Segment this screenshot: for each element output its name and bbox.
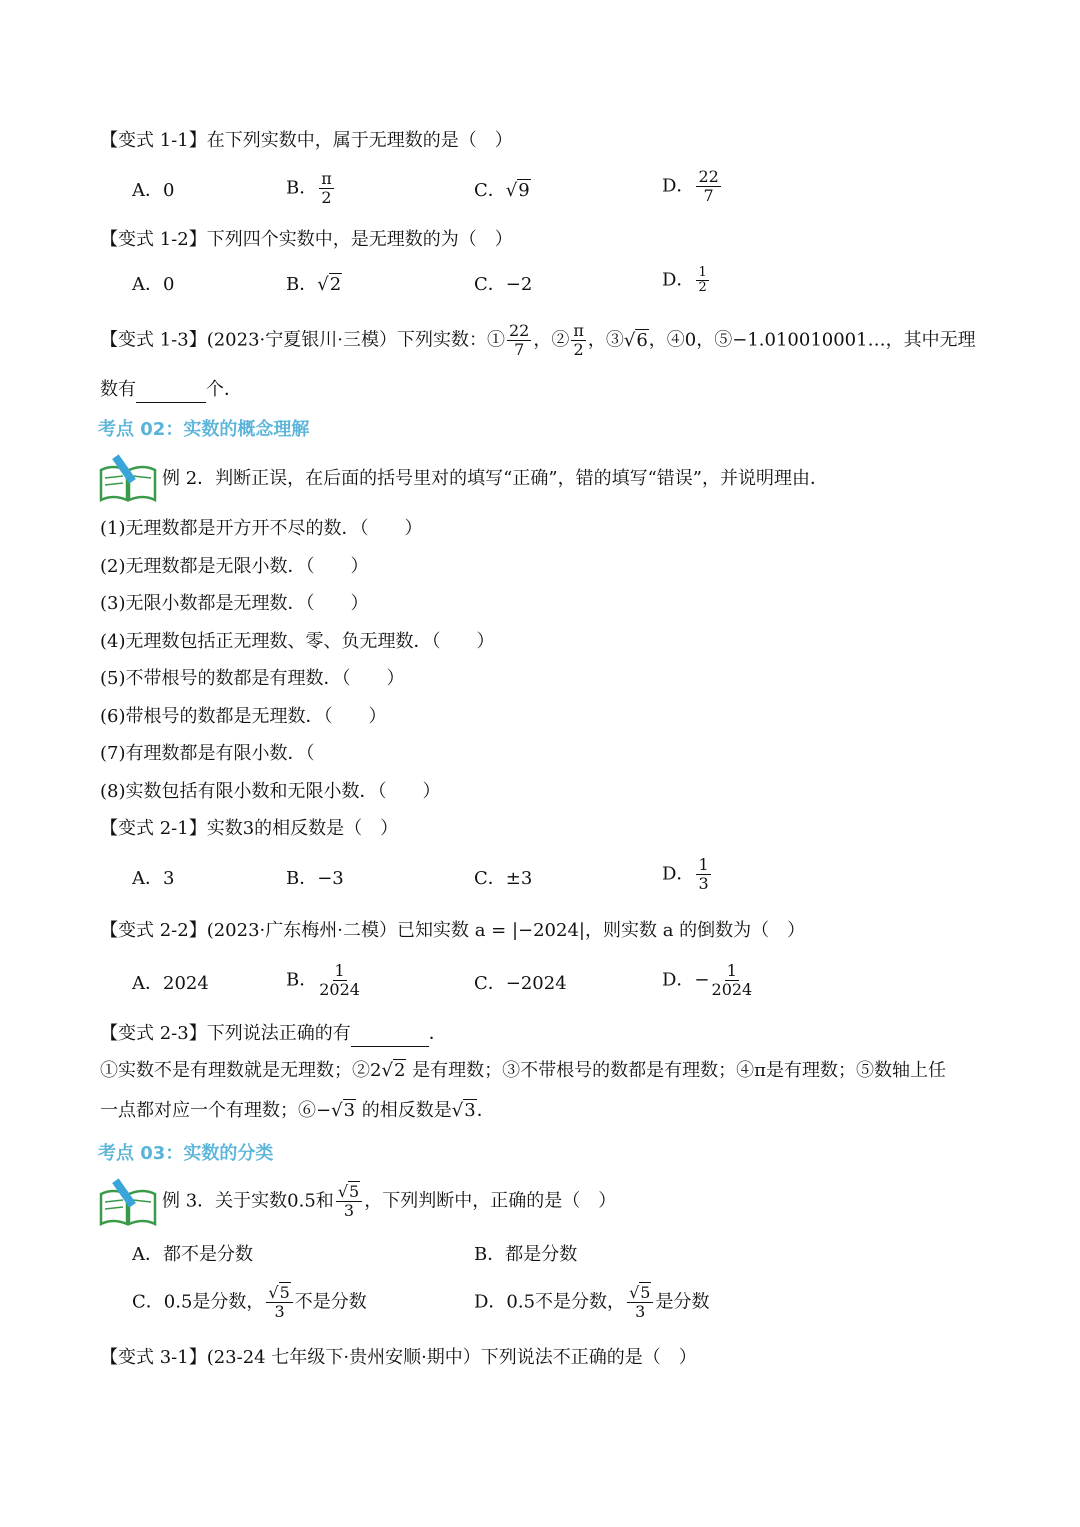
judgement-item-2: (2)无理数都是无限小数．（ ） [100, 556, 369, 577]
question-3-1-stem: 【变式 3-1】(23-24 七年级下·贵州安顺·期中）下列说法不正确的是（ ） [100, 1347, 697, 1368]
option-d: D． $\frac{22}{7}$ [662, 167, 719, 205]
option-a: A．2024 [132, 973, 209, 994]
option-b: B．√2 [286, 274, 342, 295]
question-1-2-stem: 【变式 1-2】下列四个实数中，是无理数的为（ ） [100, 229, 513, 250]
option-c: C．±3 [474, 868, 533, 889]
question-2-2-stem: 【变式 2-2】(2023·广东梅州·二模）已知实数 a = |−2024|，则实数 a 的倒数为（ ） [100, 920, 806, 941]
answer-blank [351, 1028, 429, 1047]
option-c: C．0.5是分数， $\frac{√5}{3}$ 不是分数 [132, 1283, 367, 1321]
option-b: B． $\frac{1}{2024}$ [286, 961, 360, 999]
option-d: D． $\frac{1}{3}$ [662, 855, 709, 893]
question-2-1-stem: 【变式 2-1】实数3的相反数是（ ） [100, 818, 399, 839]
judgement-item-6: (6)带根号的数都是无理数．（ ） [100, 706, 387, 727]
judgement-item-3: (3)无限小数都是无理数．（ ） [100, 593, 369, 614]
option-a: A．0 [132, 180, 175, 201]
judgement-item-4: (4)无理数包括正无理数、零、负无理数．（ ） [100, 631, 495, 652]
section-heading-03: 考点 03：实数的分类 [98, 1143, 274, 1164]
judgement-item-1: (1)无理数都是开方开不尽的数．（ ） [100, 518, 423, 539]
answer-blank [136, 384, 206, 403]
book-pencil-icon [98, 452, 158, 502]
option-d: D． $\frac{1}{2}$ [662, 265, 707, 295]
book-pencil-icon [98, 1176, 158, 1226]
option-b: B．都是分数 [474, 1244, 578, 1265]
judgement-item-7: (7)有理数都是有限小数．（ [100, 743, 315, 764]
fraction: $\frac{\pi}{2}$ [321, 169, 332, 207]
question-2-3-line2: 一点都对应一个有理数；⑥−√3 的相反数是√3． [100, 1100, 495, 1121]
option-c: C．√9 [474, 180, 530, 201]
judgement-item-5: (5)不带根号的数都是有理数．（ ） [100, 668, 405, 689]
option-c: C．−2 [474, 274, 533, 295]
option-a: A．都不是分数 [132, 1244, 253, 1265]
section-heading-02: 考点 02：实数的概念理解 [98, 419, 310, 440]
option-c: C．−2024 [474, 973, 567, 994]
example-2-stem: 例 2．判断正误，在后面的括号里对的填写“正确”，错的填写“错误”，并说明理由． [162, 468, 828, 489]
question-2-3-line1: ①实数不是有理数就是无理数；②2√2 是有理数；③不带根号的数都是有理数；④π是有理数；⑤数轴上任 [100, 1060, 946, 1081]
question-1-3-stem: 【变式 1-3】(2023·宁夏银川·三模）下列实数：① $\frac{22}{7}$ ，② $\frac{\pi}{2}$ ，③√6，④0，⑤−1.010010001…，其中无理 [100, 321, 976, 359]
option-b: B． $\frac{\pi}{2}$ [286, 169, 332, 207]
option-a: A．3 [132, 868, 175, 889]
question-1-1-stem: 【变式 1-1】在下列实数中，属于无理数的是（ ） [100, 130, 513, 151]
question-1-3-line2: 数有 个． [100, 377, 242, 403]
judgement-item-8: (8)实数包括有限小数和无限小数．（ ） [100, 781, 441, 802]
option-b: B．−3 [286, 868, 344, 889]
option-a: A．0 [132, 274, 175, 295]
option-d: D．− $\frac{1}{2024}$ [662, 961, 753, 999]
option-d: D．0.5不是分数， $\frac{√5}{3}$ 是分数 [474, 1283, 710, 1321]
question-2-3-stem: 【变式 2-3】下列说法正确的有 ． [100, 1021, 447, 1047]
example-3-stem: 例 3．关于实数0.5和 $\frac{√5}{3}$ ，下列判断中，正确的是（ ） [162, 1182, 617, 1220]
